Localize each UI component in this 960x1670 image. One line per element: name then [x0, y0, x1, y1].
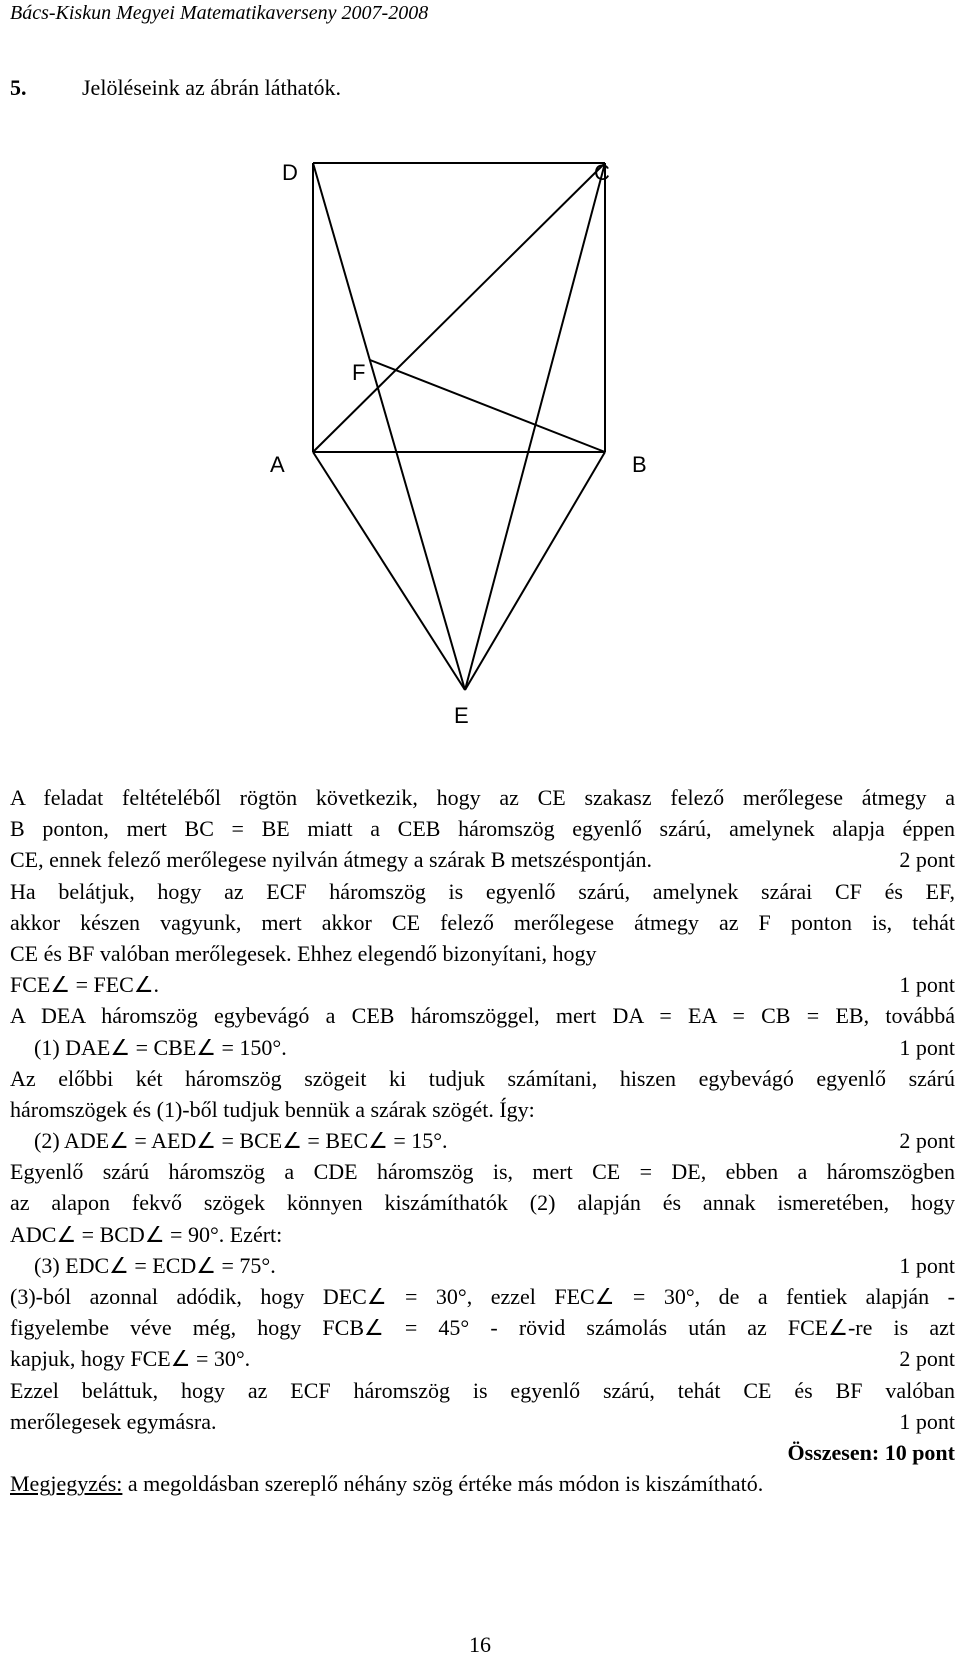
- points: 2 pont: [899, 1346, 955, 1372]
- text-line: (3) EDC∠ = ECD∠ = 75°. 1 pont: [10, 1250, 955, 1281]
- text-line: B ponton, mert BC = BE miatt a CEB háromszög egyenlő szárú, amelynek alapja éppen: [10, 816, 955, 842]
- label-C: C: [594, 160, 610, 185]
- text-line: CE és BF valóban merőlegesek. Ehhez elegendő bizonyítani, hogy: [10, 940, 597, 966]
- label-D: D: [282, 160, 298, 185]
- label-B: B: [632, 452, 647, 477]
- text-line: ADC∠ = BCD∠ = 90°. Ezért:: [10, 1221, 283, 1247]
- points: 1 pont: [899, 972, 955, 998]
- text-line: Ezzel beláttuk, hogy az ECF háromszög is egyenlő szárú, tehát CE és BF valóban: [10, 1377, 955, 1403]
- points: 1 pont: [899, 1408, 955, 1434]
- segment-BE: [465, 452, 605, 690]
- text-line: (1) DAE∠ = CBE∠ = 150°. 1 pont: [10, 1032, 955, 1063]
- text-line: A DEA háromszög egybevágó a CEB háromszöggel, mert DA = EA = CB = EB, továbbá: [10, 1003, 955, 1029]
- text-line: az alapon fekvő szögek könnyen kiszámíthatók (2) alapján és annak ismeretében, hogy: [10, 1190, 955, 1216]
- segment-DE: [313, 163, 465, 690]
- label-E: E: [454, 703, 469, 728]
- label-F: F: [352, 360, 366, 385]
- total-points: Összesen: 10 pont: [787, 1439, 955, 1465]
- text-line: Ha belátjuk, hogy az ECF háromszög is egyenlő szárú, amelynek szárai CF és EF,: [10, 878, 955, 904]
- text-line: CE, ennek felező merőlegese nyilván átmegy a szárak B metszéspontján. 2 pont: [10, 844, 955, 875]
- text-line: A feladat feltételéből rögtön következik, hogy az CE szakasz felező merőlegese átmegy a: [10, 785, 955, 810]
- label-A: A: [270, 452, 285, 477]
- text-line: (2) ADE∠ = AED∠ = BCE∠ = BEC∠ = 15°. 2 pont: [10, 1125, 955, 1156]
- segment-CE: [465, 163, 605, 690]
- points: 1 pont: [899, 1034, 955, 1060]
- text-line: kapjuk, hogy FCE∠ = 30°. 2 pont: [10, 1343, 955, 1374]
- segment-BF: [370, 360, 605, 452]
- text-line: Az előbbi két háromszög szögeit ki tudjuk számítani, hiszen egybevágó egyenlő szárú: [10, 1065, 955, 1091]
- segment-CA-diagonal: [313, 163, 605, 452]
- text-line: (3)-ból azonnal adódik, hogy DEC∠ = 30°, ezzel FEC∠ = 30°, de a fentiek alapján -: [10, 1284, 955, 1309]
- total-line: [10, 1437, 955, 1468]
- page-header: Bács-Kiskun Megyei Matematikaverseny 2007-2008: [10, 2, 429, 24]
- text-line: Egyenlő szárú háromszög a CDE háromszög is, mert CE = DE, ebben a háromszögben: [10, 1159, 955, 1185]
- note-text: a megoldásban szereplő néhány szög értéke más módon is kiszámítható.: [122, 1471, 764, 1497]
- points: 1 pont: [899, 1252, 955, 1278]
- page-number: 16: [469, 1632, 491, 1657]
- note-line: [10, 1468, 955, 1499]
- solution-text: [10, 782, 955, 1499]
- problem-number: 5.: [10, 75, 27, 100]
- geometry-figure: [0, 0, 960, 740]
- text-line: figyelembe véve még, hogy FCB∠ = 45° - rövid számolás után az FCE∠-re is azt: [10, 1315, 955, 1341]
- text-line: merőlegesek egymásra. 1 pont: [10, 1406, 955, 1437]
- text-line: háromszögek és (1)-ből tudjuk bennük a szárak szögét. Így:: [10, 1096, 535, 1122]
- text-line: akkor készen vagyunk, mert akkor CE felező merőlegese átmegy az F ponton is, tehát: [10, 909, 955, 935]
- note-label: Megjegyzés:: [10, 1471, 123, 1497]
- problem-intro: Jelöléseink az ábrán láthatók.: [82, 75, 342, 100]
- segment-AE: [313, 452, 465, 690]
- points: 2 pont: [899, 847, 955, 873]
- text-line: FCE∠ = FEC∠. 1 pont: [10, 969, 955, 1000]
- points: 2 pont: [899, 1128, 955, 1154]
